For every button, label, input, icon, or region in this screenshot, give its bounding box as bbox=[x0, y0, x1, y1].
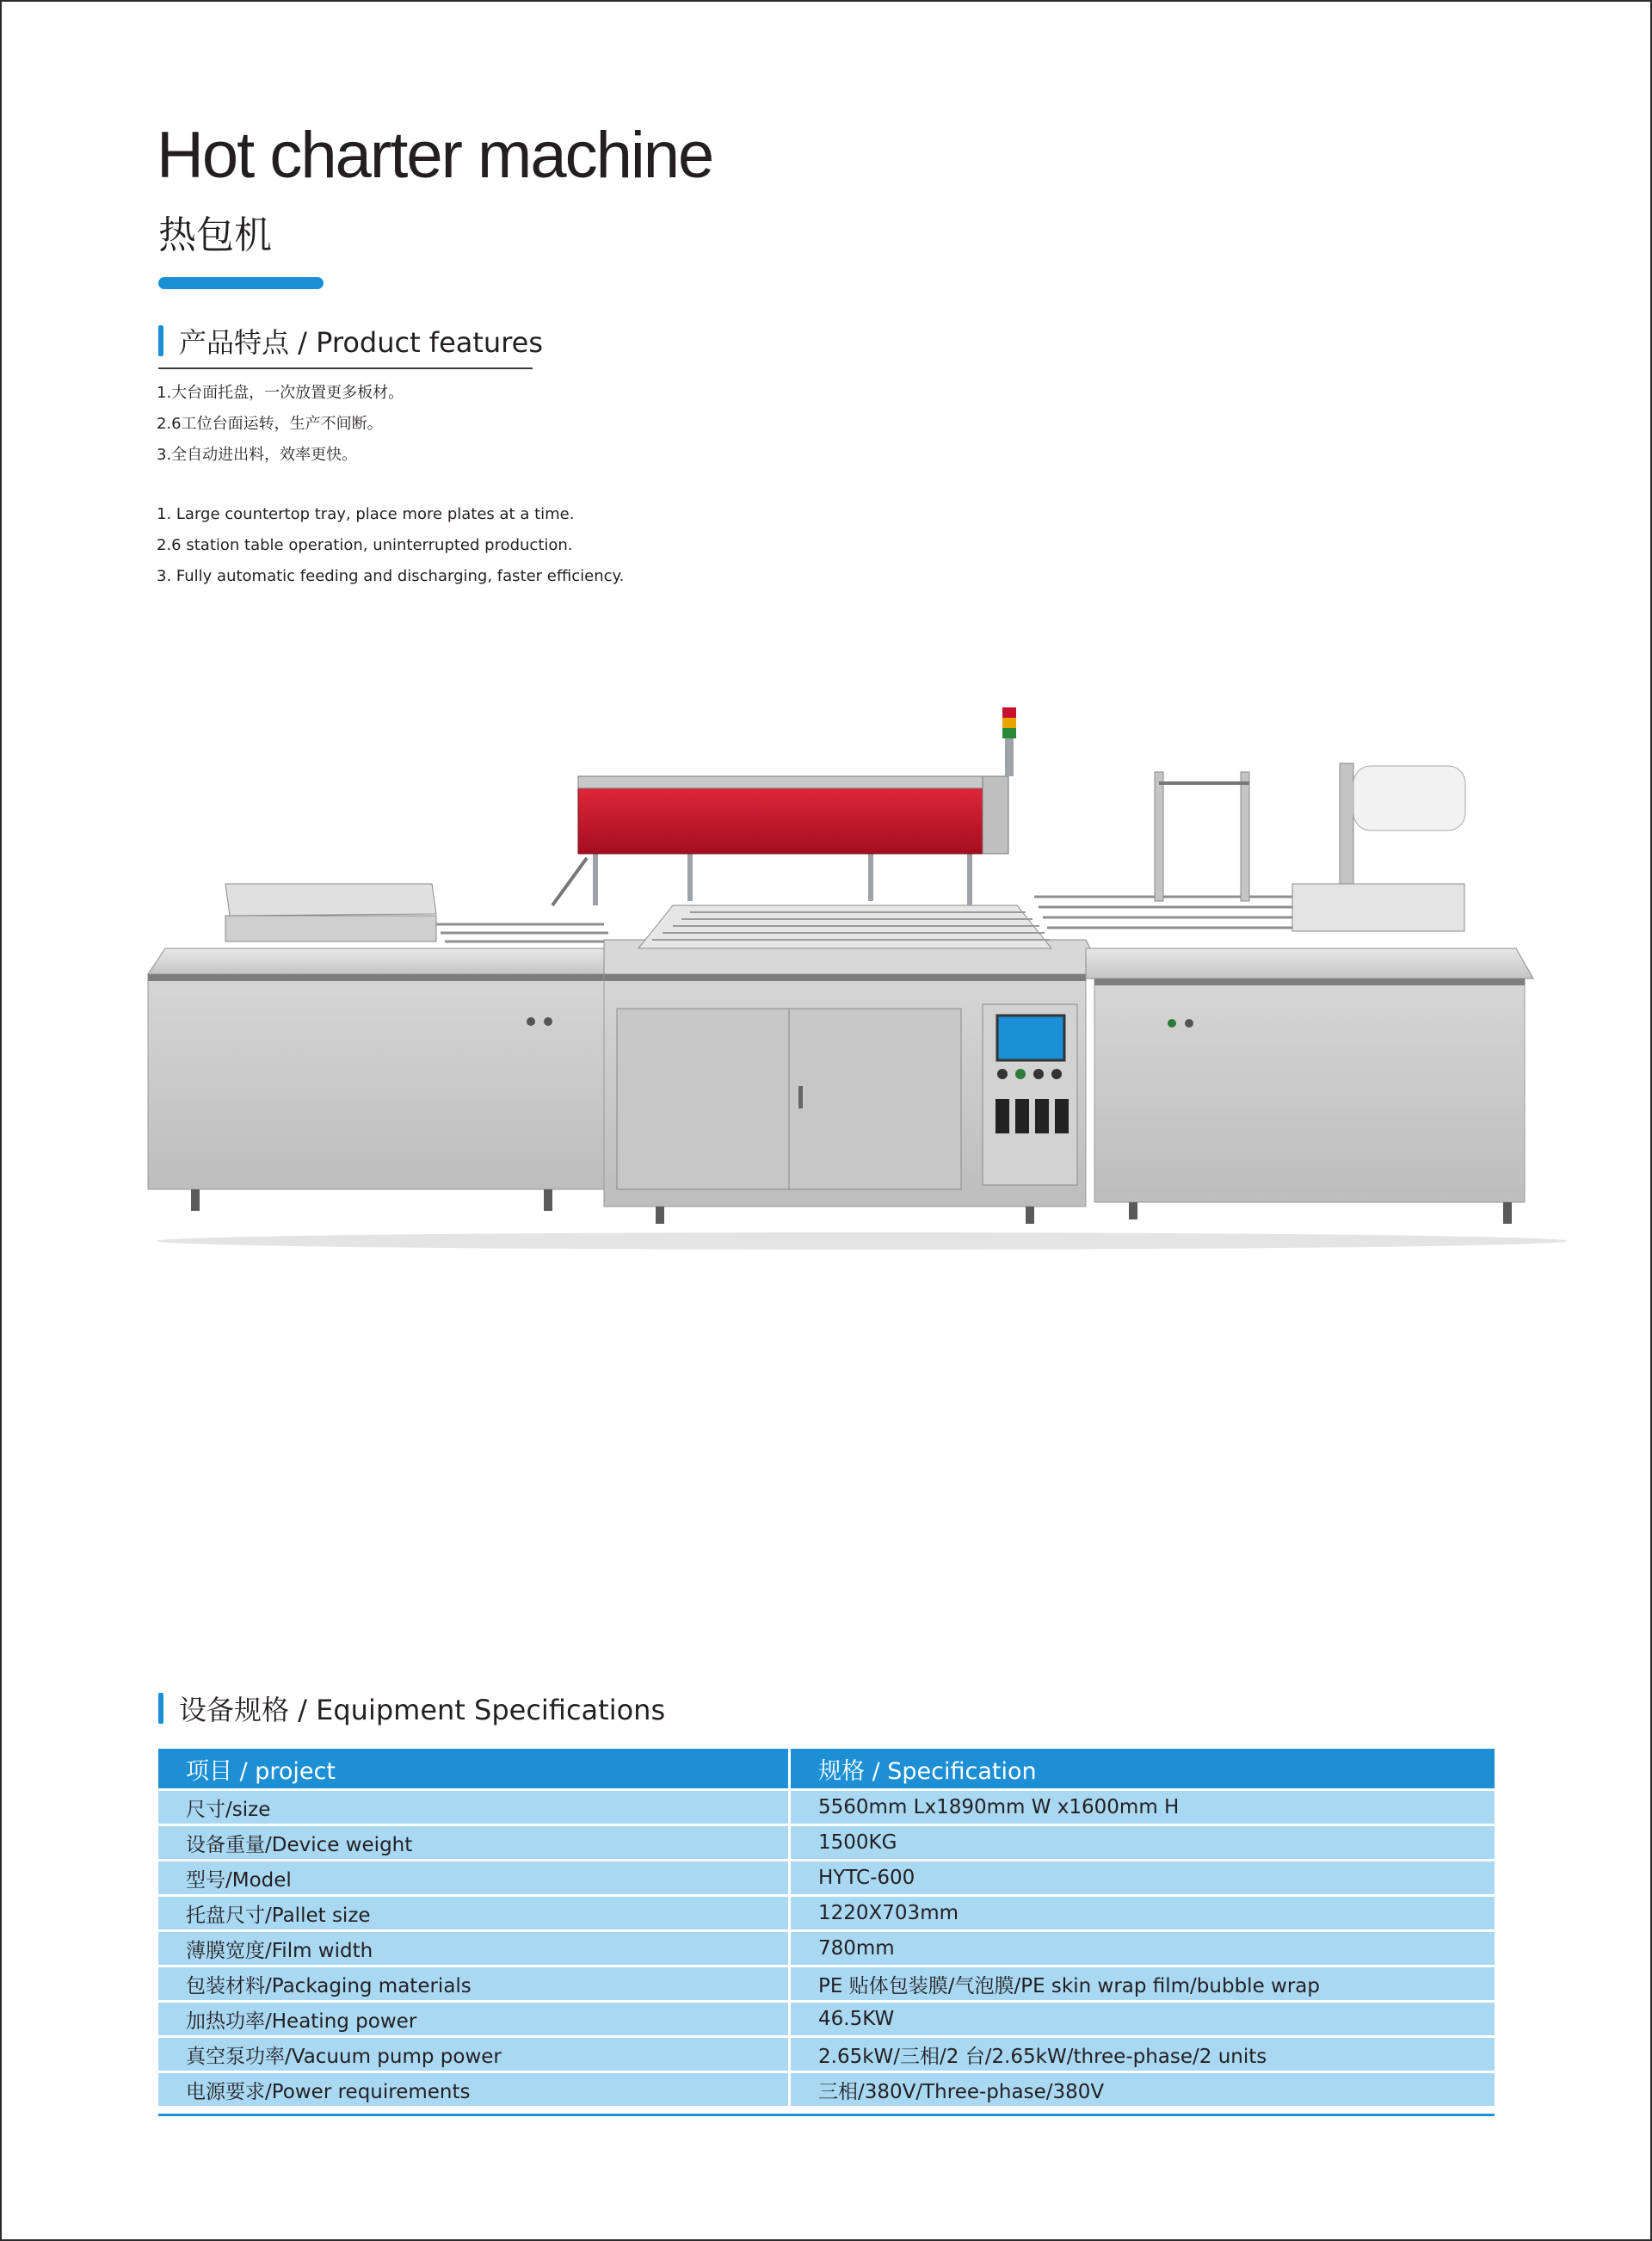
spec-value: 5560mm Lx1890mm W x1600mm H bbox=[790, 1790, 1495, 1825]
features-heading-text: 产品特点 / Product features bbox=[179, 326, 544, 359]
signal-light-green bbox=[1002, 728, 1016, 738]
breaker-1 bbox=[996, 1099, 1009, 1133]
panel-button-2 bbox=[1015, 1069, 1026, 1079]
table-row bbox=[158, 1896, 1495, 1931]
feature-cn-3: 3.全自动进出料，效率更快。 bbox=[157, 446, 358, 464]
right-tabletop bbox=[1086, 948, 1533, 979]
spec-table-bottom-rule bbox=[158, 2114, 1495, 2116]
page-title: Hot charter machine bbox=[157, 119, 713, 192]
red-heater bbox=[578, 785, 991, 854]
lever bbox=[552, 858, 587, 905]
spec-table bbox=[158, 1749, 1495, 2106]
spec-item: 薄膜宽度/Film width bbox=[158, 1931, 790, 1966]
panel-button-1 bbox=[997, 1069, 1008, 1079]
spec-header-row bbox=[158, 1749, 1495, 1790]
table-row bbox=[158, 1790, 1495, 1825]
right-cabinet bbox=[1094, 979, 1525, 1202]
left-cabinet bbox=[148, 974, 604, 1189]
signal-light-red bbox=[1002, 707, 1016, 718]
feature-cn-1: 1.大台面托盘，一次放置更多板材。 bbox=[157, 384, 404, 402]
table-row bbox=[158, 2002, 1495, 2037]
panel-button-3 bbox=[1033, 1069, 1044, 1079]
unwinder-post-1 bbox=[1155, 772, 1163, 901]
left-feeder-top bbox=[225, 884, 436, 916]
film-stand bbox=[1340, 763, 1353, 901]
signal-light-amber bbox=[1002, 718, 1016, 728]
panel-button-4 bbox=[1051, 1069, 1062, 1079]
left-feeder-body bbox=[225, 916, 436, 941]
table-row bbox=[158, 1861, 1495, 1896]
feature-en-2: 2.6 station table operation, uninterrupted production. bbox=[157, 536, 573, 554]
unwinder-post-2 bbox=[1241, 772, 1249, 901]
machine-illustration bbox=[139, 690, 1568, 1250]
film-roll bbox=[1353, 766, 1465, 830]
table-row bbox=[158, 2037, 1495, 2072]
table-row bbox=[158, 1966, 1495, 2002]
col-project-header: 项目 / project bbox=[158, 1749, 790, 1790]
features-divider bbox=[158, 367, 533, 369]
spec-value: 1220X703mm bbox=[790, 1896, 1495, 1931]
table-row bbox=[158, 2072, 1495, 2107]
right-button-1 bbox=[1168, 1019, 1176, 1028]
heading-marker bbox=[158, 325, 163, 356]
heater-frame bbox=[595, 849, 970, 905]
left-cabinet-rim bbox=[148, 974, 604, 981]
features-heading bbox=[158, 324, 543, 358]
page-subtitle: 热包机 bbox=[158, 213, 272, 257]
spec-item: 加热功率/Heating power bbox=[158, 2002, 790, 2037]
specs-heading-text: 设备规格 / Equipment Specifications bbox=[179, 1694, 666, 1726]
left-tabletop bbox=[148, 948, 604, 974]
spec-item: 型号/Model bbox=[158, 1861, 790, 1896]
spec-item: 设备重量/Device weight bbox=[158, 1825, 790, 1861]
heater-side bbox=[983, 776, 1008, 854]
spec-value: 1500KG bbox=[790, 1825, 1495, 1861]
cabinet-door-left bbox=[617, 1009, 789, 1189]
feature-cn-2: 2.6工位台面运转，生产不间断。 bbox=[157, 415, 383, 433]
breaker-4 bbox=[1055, 1099, 1069, 1133]
breaker-3 bbox=[1035, 1099, 1049, 1133]
right-cabinet-rim bbox=[1094, 979, 1525, 985]
spec-value: HYTC-600 bbox=[790, 1861, 1495, 1896]
spec-item: 尺寸/size bbox=[158, 1790, 790, 1825]
table-row bbox=[158, 1931, 1495, 1966]
specs-heading bbox=[158, 1691, 665, 1726]
spec-value: 780mm bbox=[790, 1931, 1495, 1966]
left-rollers bbox=[436, 924, 613, 941]
heading-marker bbox=[158, 1693, 163, 1724]
feature-en-3: 3. Fully automatic feeding and discharging, faster efficiency. bbox=[157, 567, 625, 585]
table-row bbox=[158, 1825, 1495, 1861]
spec-item: 托盘尺寸/Pallet size bbox=[158, 1896, 790, 1931]
feature-en-1: 1. Large countertop tray, place more plates at a time. bbox=[157, 505, 575, 523]
heater-cap bbox=[578, 776, 991, 788]
door-handle bbox=[798, 1086, 803, 1108]
spec-value: 2.65kW/三相/2 台/2.65kW/three-phase/2 units bbox=[790, 2037, 1495, 2072]
left-button-1 bbox=[527, 1017, 535, 1026]
spec-item: 真空泵功率/Vacuum pump power bbox=[158, 2037, 790, 2072]
left-button-2 bbox=[544, 1017, 552, 1026]
cabinet-door-right bbox=[789, 1009, 961, 1189]
touch-screen bbox=[997, 1016, 1064, 1060]
spec-item: 包装材料/Packaging materials bbox=[158, 1966, 790, 2002]
middle-cabinet-rim bbox=[604, 974, 1086, 981]
spec-value: 三相/380V/Three-phase/380V bbox=[790, 2072, 1495, 2107]
title-accent-bar bbox=[158, 277, 324, 289]
floor-shadow bbox=[157, 1232, 1568, 1250]
spec-value: 46.5KW bbox=[790, 2002, 1495, 2037]
spec-item: 电源要求/Power requirements bbox=[158, 2072, 790, 2107]
right-button-2 bbox=[1185, 1019, 1193, 1028]
spec-value: PE 贴体包装膜/气泡膜/PE skin wrap film/bubble wrap bbox=[790, 1966, 1495, 2002]
film-cutter-box bbox=[1292, 884, 1464, 931]
breaker-2 bbox=[1015, 1099, 1029, 1133]
col-spec-header: 规格 / Specification bbox=[790, 1749, 1495, 1790]
